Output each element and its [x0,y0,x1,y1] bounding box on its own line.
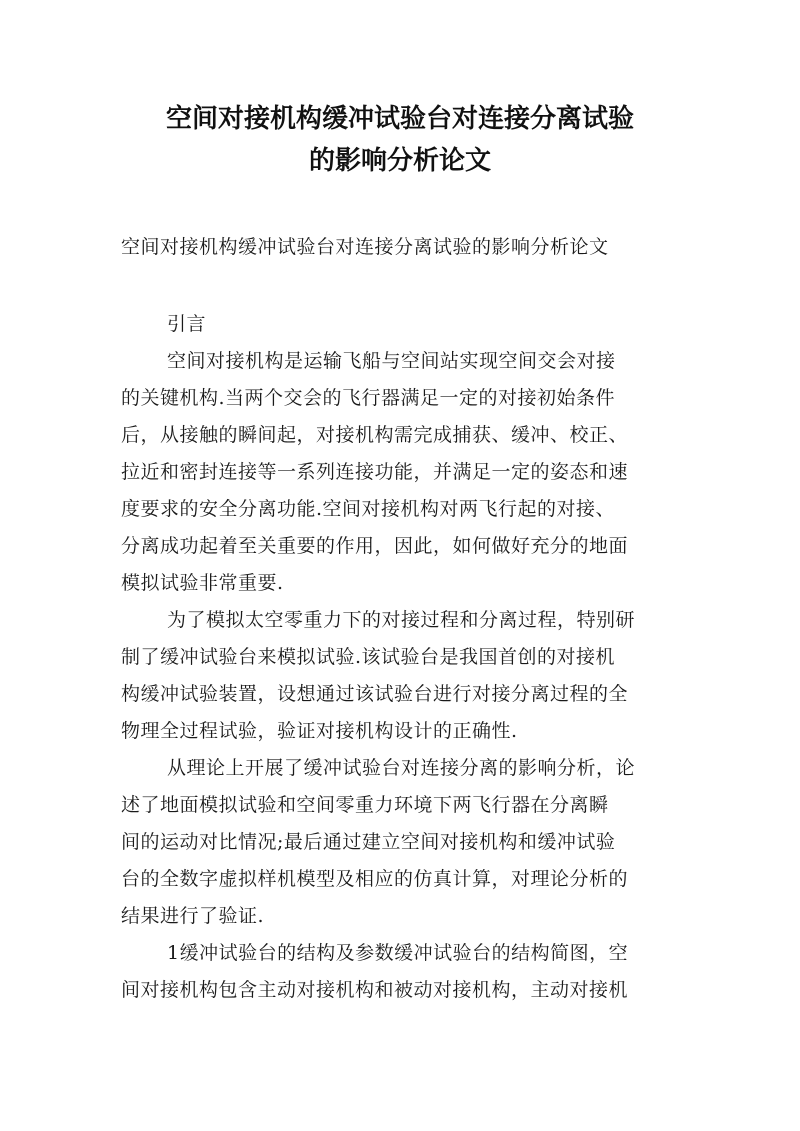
body-line: 的关键机构.当两个交会的飞行器满足一定的对接初始条件 [121,387,616,409]
body-line: 从理论上开展了缓冲试验台对连接分离的影响分析，论 [167,757,636,779]
body-line: 结果进行了验证. [121,905,265,927]
title-line-2: 的影响分析论文 [308,146,491,176]
body-line: 后，从接触的瞬间起，对接机构需完成捕获、缓冲、校正、 [121,424,629,446]
body-line: 制了缓冲试验台来模拟试验.该试验台是我国首创的对接机 [121,646,616,668]
body-line: 物理全过程试验，验证对接机构设计的正确性. [121,720,518,742]
body-line: 间的运动对比情况;最后通过建立空间对接机构和缓冲试验 [121,831,616,853]
body-line: 1缓冲试验台的结构及参数缓冲试验台的结构简图，空 [167,942,629,964]
body-line: 空间对接机构是运输飞船与空间站实现空间交会对接 [167,350,616,372]
body-line: 分离成功起着至关重要的作用，因此，如何做好充分的地面 [121,535,629,557]
document-title [100,98,700,182]
body-line: 间对接机构包含主动对接机构和被动对接机构，主动对接机 [121,979,629,1001]
body-line: 拉近和密封连接等一系列连接功能，并满足一定的姿态和速 [121,461,629,483]
body-line: 模拟试验非常重要. [121,572,284,594]
body-line: 度要求的安全分离功能.空间对接机构对两飞行起的对接、 [121,498,616,520]
document-body [121,306,681,1009]
title-line-1: 空间对接机构缓冲试验台对连接分离试验 [165,104,634,134]
body-line: 述了地面模拟试验和空间零重力环境下两飞行器在分离瞬 [121,794,609,816]
body-line: 台的全数字虚拟样机模型及相应的仿真计算，对理论分析的 [121,868,629,890]
body-line: 为了模拟太空零重力下的对接过程和分离过程，特别研 [167,609,636,631]
body-line: 构缓冲试验装置，设想通过该试验台进行对接分离过程的全 [121,683,629,705]
document-subtitle: 空间对接机构缓冲试验台对连接分离试验的影响分析论文 [121,236,609,258]
section-heading-intro: 引言 [167,313,207,335]
